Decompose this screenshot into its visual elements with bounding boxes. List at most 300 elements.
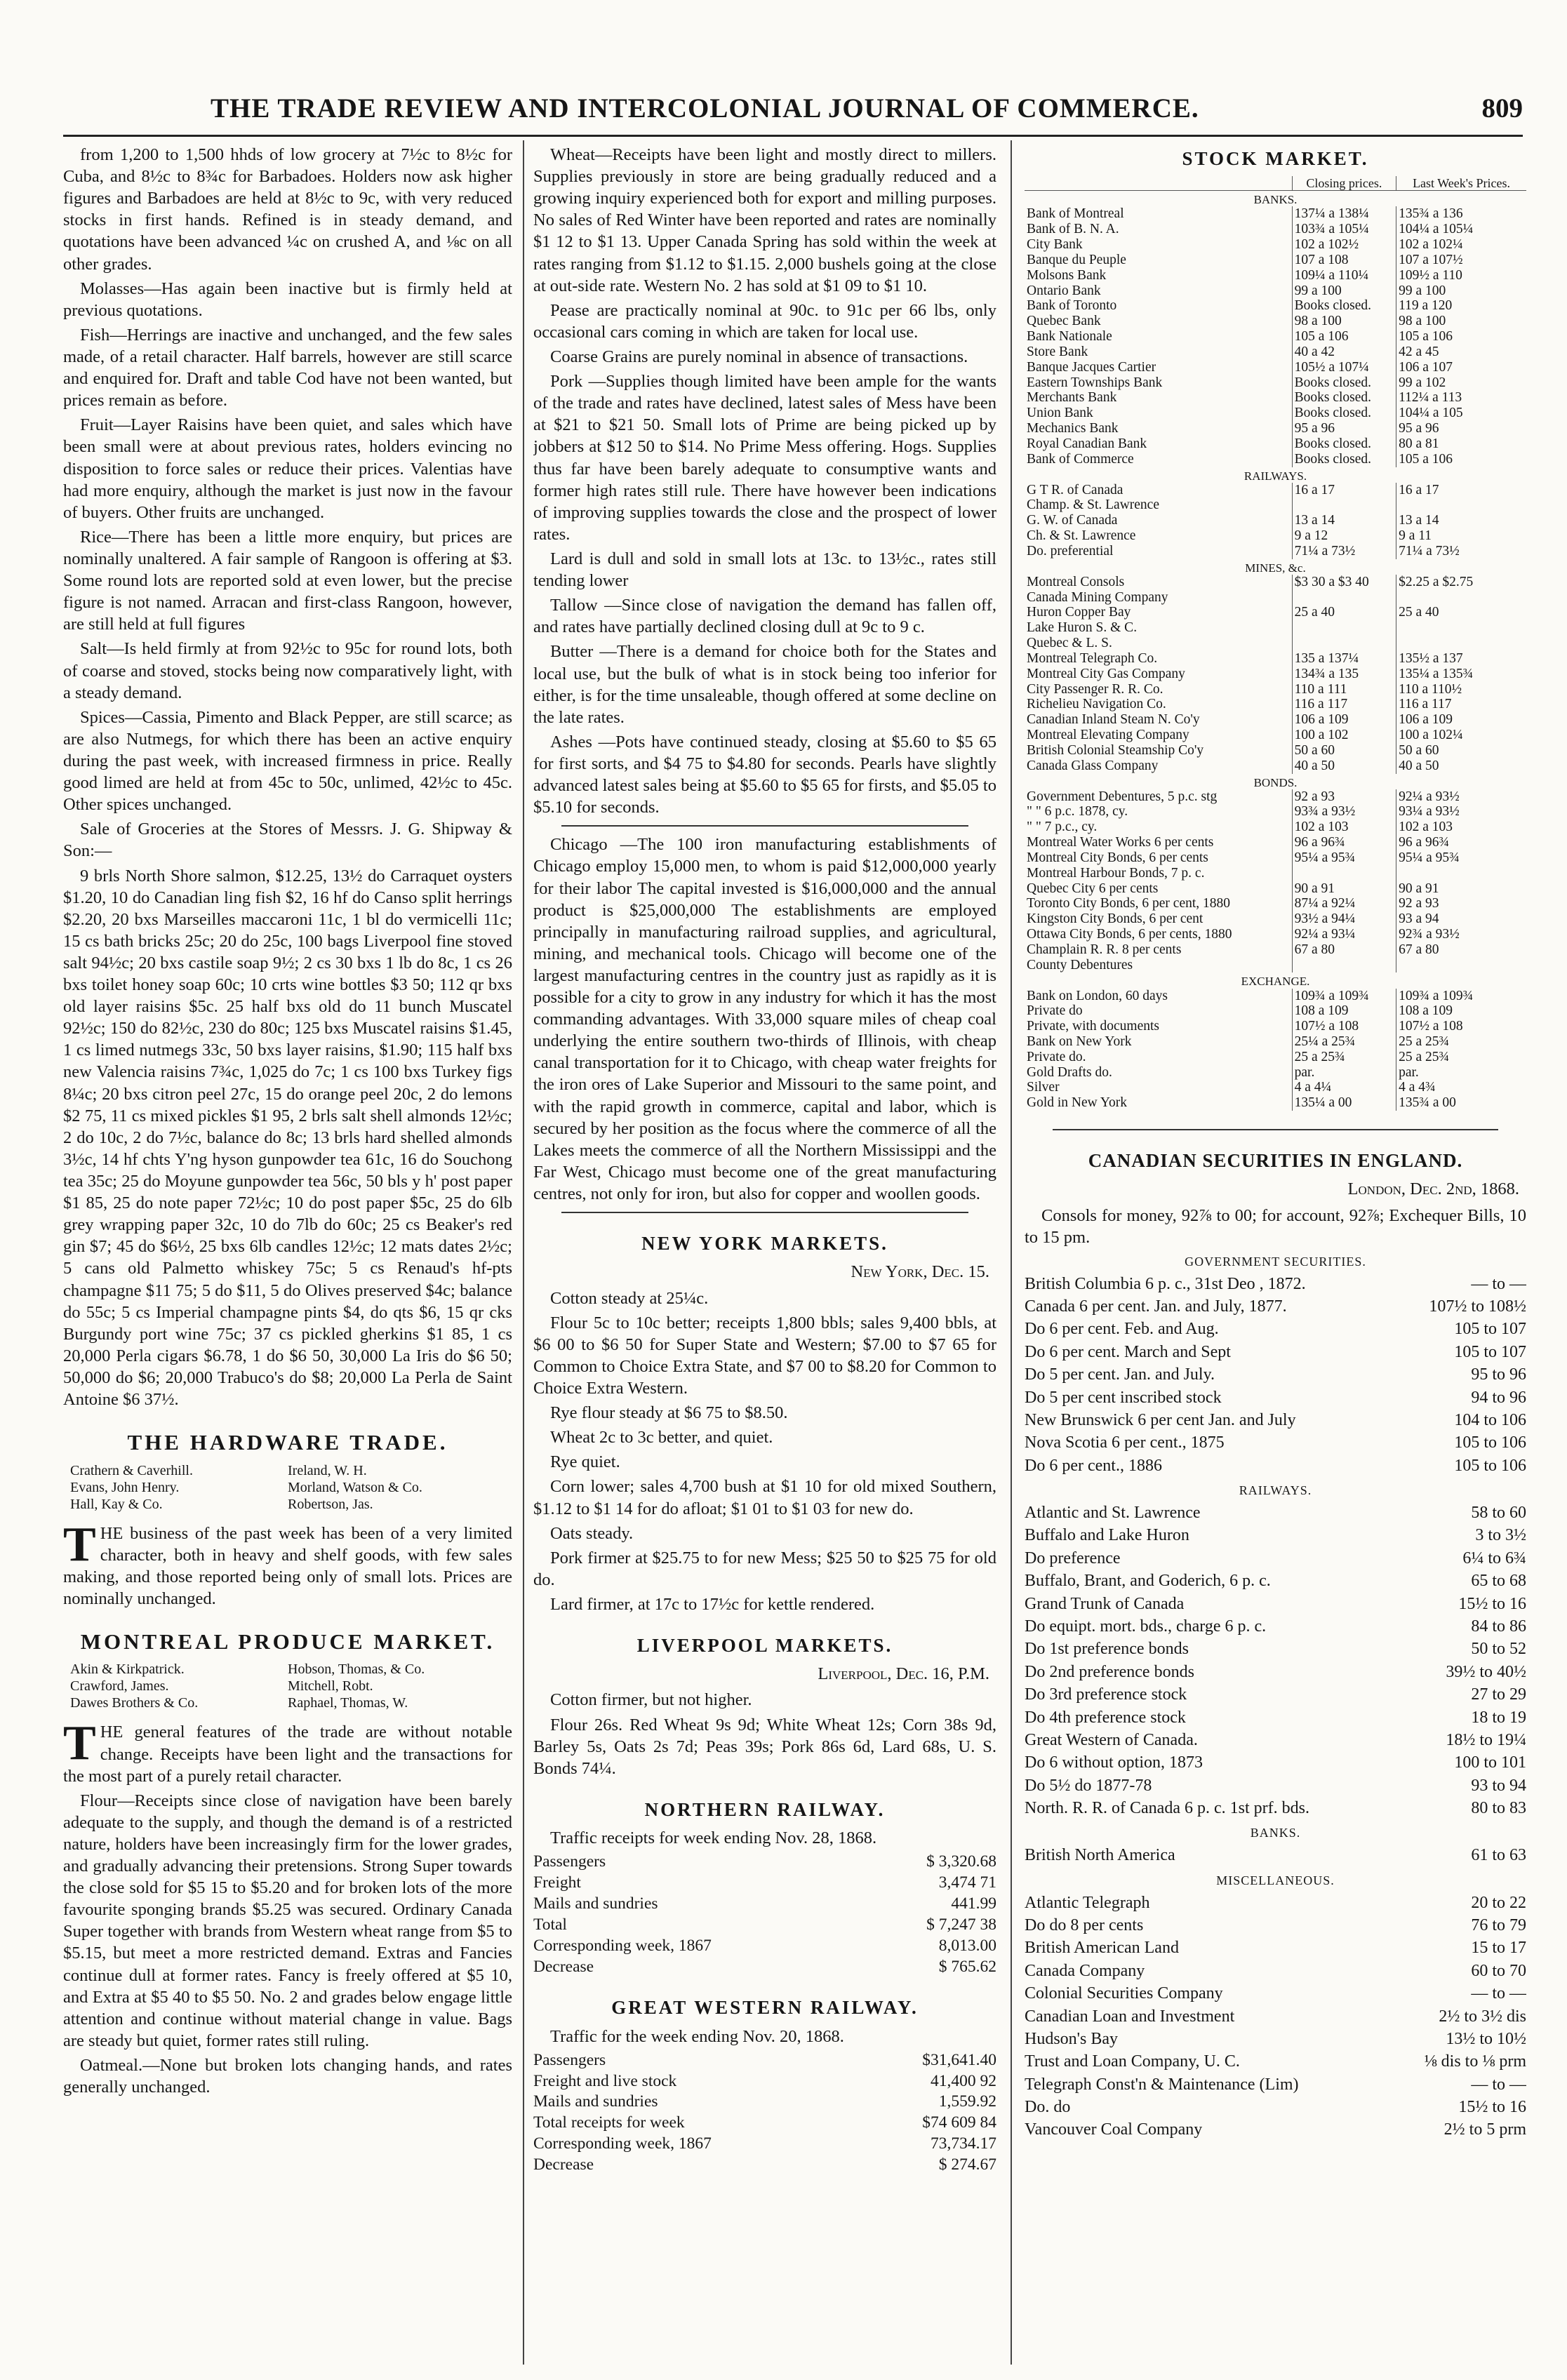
stock-cell xyxy=(1292,497,1396,513)
stock-group-name: RAILWAYS. xyxy=(1243,469,1307,483)
column-1 xyxy=(63,144,512,2361)
security-row xyxy=(1025,1295,1526,1318)
stock-cell: 109¾ a 109¾ xyxy=(1396,989,1526,1004)
stock-cell: 92¼ a 93¼ xyxy=(1292,927,1396,942)
security-row xyxy=(1025,1273,1526,1295)
great-western-table xyxy=(533,2050,996,2176)
security-name: Vancouver Coal Company xyxy=(1025,2120,1203,2139)
securities-dateline: London, Dec. 2nd, 1868. xyxy=(1347,1179,1519,1199)
stock-cell: 92 a 93 xyxy=(1292,789,1396,805)
stock-row xyxy=(1025,804,1526,820)
column-3 xyxy=(1025,144,1526,2361)
security-price: 3 to 3½ xyxy=(1475,1526,1526,1545)
traffic-row xyxy=(533,1936,996,1957)
names-left xyxy=(70,1661,288,1711)
great-western-intro: Traffic for the week ending Nov. 20, 1868. xyxy=(550,2026,844,2046)
security-price: 105 to 107 xyxy=(1454,1320,1526,1339)
stock-cell: Ch. & St. Lawrence xyxy=(1027,528,1136,544)
security-name: Grand Trunk of Canada xyxy=(1025,1594,1185,1613)
stock-cell: Bank on New York xyxy=(1027,1034,1132,1049)
stock-row xyxy=(1025,651,1526,667)
stock-cell: 25 a 25¾ xyxy=(1396,1050,1526,1065)
traffic-label: Total xyxy=(533,1915,567,1934)
stock-cell: 95¼ a 95¾ xyxy=(1396,850,1526,866)
stock-cell xyxy=(1292,590,1396,606)
firm-name: Hall, Kay & Co. xyxy=(70,1496,163,1512)
hardware-names xyxy=(70,1462,505,1513)
names-left xyxy=(70,1462,288,1513)
traffic-row xyxy=(533,1852,996,1873)
market-paragraph: Cotton steady at 25¼c. xyxy=(550,1288,709,1308)
security-row xyxy=(1025,1318,1526,1340)
stock-row xyxy=(1025,758,1526,774)
security-row xyxy=(1025,1844,1526,1866)
security-name: Great Western of Canada. xyxy=(1025,1730,1198,1749)
stock-cell: 102 a 102½ xyxy=(1292,237,1396,253)
stock-cell xyxy=(1292,636,1396,651)
security-name: Atlantic Telegraph xyxy=(1025,1893,1150,1912)
stock-cell: Books closed. xyxy=(1292,406,1396,421)
security-name: Do do 8 per cents xyxy=(1025,1916,1144,1934)
security-row xyxy=(1025,1386,1526,1409)
stock-row xyxy=(1025,575,1526,590)
traffic-row xyxy=(533,1894,996,1915)
stock-cell: Champlain R. R. 8 per cents xyxy=(1027,942,1182,957)
stock-row xyxy=(1025,1080,1526,1095)
market-paragraph: Wheat—Receipts have been light and mostly direct to millers. Supplies previously in store are being gradually reduced and a growing inquiry experienced both for export and milling purposes. No sales of Red Winter have been reported and rates are nominally $1 12 to $1 13. Upper Canada Spring has sold within the week at rates ranging from $1.12 to $1.15. 2,000 bushels going at the close at out-side rate. Western No. 2 has sold at $1 09 to $1 10. xyxy=(533,145,996,295)
security-row xyxy=(1025,1706,1526,1729)
security-row xyxy=(1025,1502,1526,1524)
stock-cell: 99 a 100 xyxy=(1396,283,1526,299)
stock-row xyxy=(1025,712,1526,728)
security-row xyxy=(1025,1982,1526,2005)
stock-row xyxy=(1025,590,1526,606)
stock-group-row xyxy=(1025,559,1526,575)
security-row xyxy=(1025,1570,1526,1592)
stock-row xyxy=(1025,605,1526,620)
security-price: 18 to 19 xyxy=(1471,1708,1526,1727)
stock-row xyxy=(1025,375,1526,391)
stock-cell: 95 a 96 xyxy=(1396,421,1526,436)
security-price: 15 to 17 xyxy=(1471,1939,1526,1958)
security-price: 27 to 29 xyxy=(1471,1685,1526,1704)
security-name: Do 1st preference bonds xyxy=(1025,1640,1189,1659)
security-row xyxy=(1025,1960,1526,1982)
stock-cell: Canadian Inland Steam N. Co'y xyxy=(1027,712,1200,728)
security-name: North. R. R. of Canada 6 p. c. 1st prf. bds. xyxy=(1025,1799,1309,1818)
market-paragraph: Wheat 2c to 3c better, and quiet. xyxy=(550,1428,773,1448)
market-paragraph: from 1,200 to 1,500 hhds of low grocery at 7½c to 8½c for Cuba, and 8½c to 8¾c for Barbadoes. Holders now ask higher figures and Barbadoes are held at 8½c to 9c, with very reduced stocks in first hands. Refined is in steady demand, and quotations have been advanced ¼c on crushed A, and ⅛c on all other grades. xyxy=(63,145,512,274)
stock-cell: 87¼ a 92¼ xyxy=(1292,896,1396,911)
market-paragraph: Ashes —Pots have continued steady, closing at $5.60 to $5 65 for first sorts, and $4 75 to $4.80 for seconds. Pearls have slightly advanced latest sales being at $5.60 to $5 65 for firsts, and $5.05 to $5.10 for seconds. xyxy=(533,732,996,817)
security-price: 105 to 106 xyxy=(1454,1456,1526,1475)
stock-row xyxy=(1025,1034,1526,1050)
traffic-row xyxy=(533,2155,996,2176)
traffic-value: $ 274.67 xyxy=(938,2155,996,2174)
firm-name: Robertson, Jas. xyxy=(288,1496,373,1512)
market-paragraph: Rice—There has been a little more enquiry, but prices are nominally unaltered. A fair sample of Rangoon is offering at $3. Some round lots are reported sold at even lower, but the precise figure is not named. Arracan and first-class Rangoon, however, are still held at full figures xyxy=(63,527,512,634)
stock-cell: 104¼ a 105 xyxy=(1396,406,1526,421)
securities-title: CANADIAN SECURITIES IN ENGLAND. xyxy=(1088,1150,1463,1172)
firm-name: Crawford, James. xyxy=(70,1678,169,1694)
traffic-row xyxy=(533,2071,996,2092)
stock-cell: Silver xyxy=(1027,1080,1060,1095)
market-paragraph: Oatmeal.—None but broken lots changing hands, and rates generally unchanged. xyxy=(63,2056,512,2097)
stock-header-cell xyxy=(1025,176,1292,191)
traffic-value: 73,734.17 xyxy=(931,2134,996,2153)
market-paragraph: Butter —There is a demand for choice both for the States and local use, but the bulk of what is in stock being too inferior for either, is for the time unsaleable, though offered at some decline on the late rates. xyxy=(533,642,996,727)
stock-cell: Private, with documents xyxy=(1027,1019,1160,1034)
stock-row xyxy=(1025,452,1526,467)
security-row xyxy=(1025,1797,1526,1819)
security-price: 13½ to 10½ xyxy=(1446,2029,1526,2048)
market-paragraph: Lard is dull and sold in small lots at 13c. to 13½c., rates still tending lower xyxy=(533,549,996,591)
stock-row xyxy=(1025,743,1526,758)
stock-cell: 13 a 14 xyxy=(1396,513,1526,528)
stock-cell: 102 a 103 xyxy=(1292,820,1396,835)
hardware-body: HE business of the past week has been of a very limited character, both in heavy and shelf goods, with few sales making, and those reported being only of small lots. Prices are nominally unchanged. xyxy=(63,1523,512,1608)
stock-cell: 116 a 117 xyxy=(1292,697,1396,712)
great-western-title: GREAT WESTERN RAILWAY. xyxy=(611,1997,919,2019)
stock-row xyxy=(1025,390,1526,406)
produce-continued xyxy=(533,144,996,818)
traffic-value: 8,013.00 xyxy=(938,1936,996,1955)
traffic-label: Total receipts for week xyxy=(533,2113,685,2132)
market-paragraph: Rye quiet. xyxy=(550,1452,620,1472)
stock-cell: 102 a 103 xyxy=(1396,820,1526,835)
stock-cell: Bank of B. N. A. xyxy=(1027,222,1119,237)
security-row xyxy=(1025,1638,1526,1660)
stock-cell: 110 a 111 xyxy=(1292,682,1396,697)
stock-cell xyxy=(1292,620,1396,636)
stock-row xyxy=(1025,1003,1526,1019)
traffic-value: 41,400 92 xyxy=(931,2071,996,2090)
firm-name: Ireland, W. H. xyxy=(288,1462,367,1478)
stock-table-body xyxy=(1025,191,1526,1111)
traffic-value: $ 3,320.68 xyxy=(926,1852,996,1871)
stock-row xyxy=(1025,820,1526,835)
stock-cell: 40 a 50 xyxy=(1396,758,1526,774)
security-name: Do. do xyxy=(1025,2098,1071,2117)
stock-group-name: BONDS. xyxy=(1253,775,1298,789)
stock-cell: Quebec City 6 per cents xyxy=(1027,881,1159,896)
stock-cell: Montreal Elevating Company xyxy=(1027,728,1189,743)
stock-cell: 116 a 117 xyxy=(1396,697,1526,712)
stock-cell: 92¾ a 93½ xyxy=(1396,927,1526,942)
securities-list xyxy=(1025,1254,1526,2141)
stock-cell: 100 a 102 xyxy=(1292,728,1396,743)
traffic-row xyxy=(533,2050,996,2071)
produce-body: HE general features of the trade are without notable change. Receipts have been light and the transactions for the most part of a purely retail character. xyxy=(63,1723,512,1786)
stock-cell: 93¾ a 93½ xyxy=(1292,804,1396,820)
column-2 xyxy=(533,144,996,2361)
stock-cell xyxy=(1396,497,1526,513)
security-name: Telegraph Const'n & Maintenance (Lim) xyxy=(1025,2075,1299,2094)
liverpool-title: LIVERPOOL MARKETS. xyxy=(636,1635,893,1657)
stock-cell: Kingston City Bonds, 6 per cent xyxy=(1027,911,1203,927)
traffic-label: Corresponding week, 1867 xyxy=(533,1936,712,1955)
traffic-value: $74 609 84 xyxy=(922,2113,996,2132)
produce-paragraphs xyxy=(63,1790,512,2099)
security-price: 2½ to 3½ dis xyxy=(1439,2007,1526,2026)
grocery-report xyxy=(63,144,512,1410)
stock-cell: 119 a 120 xyxy=(1396,298,1526,314)
security-name: Do equipt. mort. bds., charge 6 p. c. xyxy=(1025,1617,1267,1636)
market-paragraph: Fruit—Layer Raisins have been quiet, and sales which have been small were at about previous rates, holders evincing no disposition to force sales or reduce their prices. Valentias have had more enquiry, although the market is just now in the favour of buyers. Other fruits are unchanged. xyxy=(63,415,512,522)
stock-cell xyxy=(1292,866,1396,881)
stock-cell: 135¼ a 135¾ xyxy=(1396,667,1526,682)
security-name: Do 2nd preference bonds xyxy=(1025,1662,1194,1681)
market-paragraph: Lard firmer, at 17c to 17½c for kettle rendered. xyxy=(550,1594,875,1614)
stock-cell: 13 a 14 xyxy=(1292,513,1396,528)
security-row xyxy=(1025,1774,1526,1797)
stock-cell: 96 a 96¾ xyxy=(1292,835,1396,850)
firm-name: Evans, John Henry. xyxy=(70,1479,180,1495)
security-name: British Columbia 6 p. c., 31st Deo , 1872. xyxy=(1025,1274,1306,1293)
liverpool-dateline: Liverpool, Dec. 16, P.M. xyxy=(818,1664,989,1684)
stock-cell: 107 a 108 xyxy=(1292,253,1396,268)
stock-cell: 109¼ a 110¼ xyxy=(1292,268,1396,283)
chicago-article: Chicago —The 100 iron manufacturing establishments of Chicago employ 15,000 men, to whom is paid $12,000,000 yearly for their labor The capital invested is $16,000,000 and the annual product is $25,000,000 The establishments are employed principally in manufacturing railroad supplies, and agricultural, mining, and mechanical tools. Chicago will become one of the largest manufacturing centres in the country just as rapidly as it is possible for a city to grow in any industry for which it has the most commanding advantages. With 33,000 square miles of cheap coal underlying the entire southern two-thirds of Illinois, with cheap canal transportation for it to Chicago, with cheap water freights for the iron ores of Lake Superior and Missouri to the same point, and with the rapid growth in commerce, capital and labor, which is secured by her position as the focus where the commerce of all the Lakes meets the commerce of all the Northern Mississippi and the Far West, Chicago must become one of the great manufacturing centres, not only for iron, but also for copper and woollen goods. xyxy=(533,835,996,1204)
securities-subhead: MISCELLANEOUS. xyxy=(1216,1873,1335,1887)
security-name: Do 3rd preference stock xyxy=(1025,1685,1187,1704)
stock-row xyxy=(1025,483,1526,498)
firm-name: Dawes Brothers & Co. xyxy=(70,1695,199,1711)
stock-row xyxy=(1025,789,1526,805)
firm-name: Raphael, Thomas, W. xyxy=(288,1695,408,1711)
security-name: Trust and Loan Company, U. C. xyxy=(1025,2052,1240,2071)
section-rule xyxy=(561,1212,968,1213)
stock-cell: 135¾ a 00 xyxy=(1396,1095,1526,1111)
stock-cell: Bank of Commerce xyxy=(1027,451,1134,467)
security-name: British American Land xyxy=(1025,1939,1179,1958)
firm-name: Morland, Watson & Co. xyxy=(288,1479,422,1495)
security-row xyxy=(1025,1937,1526,1959)
security-price: 18½ to 19¼ xyxy=(1446,1730,1526,1749)
stock-cell: 4 a 4¼ xyxy=(1292,1080,1396,1095)
stock-row xyxy=(1025,421,1526,436)
stock-cell: Union Bank xyxy=(1027,406,1093,421)
stock-row xyxy=(1025,911,1526,927)
security-row xyxy=(1025,1341,1526,1363)
traffic-row xyxy=(533,2092,996,2113)
stock-cell: 99 a 102 xyxy=(1396,375,1526,391)
stock-row xyxy=(1025,1065,1526,1081)
stock-cell: Bank on London, 60 days xyxy=(1027,988,1168,1003)
stock-cell: 105 a 106 xyxy=(1396,452,1526,467)
stock-row xyxy=(1025,206,1526,222)
security-row xyxy=(1025,2005,1526,2028)
stock-group-row xyxy=(1025,467,1526,483)
traffic-label: Freight and live stock xyxy=(533,2071,677,2090)
stock-cell: Private do xyxy=(1027,1003,1083,1019)
security-price: 94 to 96 xyxy=(1471,1388,1526,1407)
stock-cell: Gold Drafts do. xyxy=(1027,1064,1112,1080)
stock-cell xyxy=(1396,958,1526,973)
stock-row xyxy=(1025,513,1526,528)
stock-cell: 105 a 106 xyxy=(1396,329,1526,345)
stock-cell: Montreal Harbour Bonds, 7 p. c. xyxy=(1027,865,1205,881)
traffic-row xyxy=(533,1957,996,1978)
security-row xyxy=(1025,1409,1526,1431)
traffic-row xyxy=(533,1915,996,1936)
stock-cell: 109¾ a 109¾ xyxy=(1292,989,1396,1004)
stock-row xyxy=(1025,497,1526,513)
security-name: Colonial Securities Company xyxy=(1025,1984,1223,2003)
stock-cell: Champ. & St. Lawrence xyxy=(1027,497,1159,513)
stock-cell: Books closed. xyxy=(1292,375,1396,391)
northern-railway-title: NORTHERN RAILWAY. xyxy=(644,1798,886,1820)
stock-cell: 104¼ a 105¼ xyxy=(1396,222,1526,237)
market-paragraph: 9 brls North Shore salmon, $12.25, 13½ do Carraquet oysters $1.20, 10 do Canadian ling fish $2, 16 hf do Canso split herrings $2.20, 20 bxs Marseilles maccaroni 11c, 1 bl do vermicelli 11c; 15 cs bath bricks 25c; 20 do 25c, 100 bags Liverpool fine stoved salt 94½c; 20 bxs castile soap 9½; 2 cs 30 bxs 1 lb do 8c, 1 cs 26 bxs toilet honey soap 60c; 10 crts wine bottles $3 50; 112 qr bxs old layer raisins $5c. 25 half bxs old do 11 bunch Muscatel 92½c; 150 do 82½c, 230 do 80c; 125 bxs Muscatel raisins $1.45, 1 cs limed nutmegs 33c, 50 bxs layer raisins, $1.90; 115 half bxs new Valencia raisins 7¾c, 1,025 do 7c; 1 cs 100 bxs Turkey figs 8¼c; 20 bxs citron peel 27c, 15 do orange peel 20c, 2 do lemons $2 75, 11 cs mixed pickles $1 95, 2 brls salt shell almonds 12½c; 2 do 10c, 2 do 7½c, balance do 8c; 13 brls hard shelled almonds 3½c, 14 hf chts Y'ng hyson gunpowder tea 61c, 16 do Souchong tea 35c; 25 do Moyune gunpowder tea 56c, 50 bls y h' post paper $1 85, 25 do note paper 72½c; 10 do post paper $5c, 25 do 6lb grey wrapping paper 32c, 10 do 7lb do 60c; 25 cs Beaker's red gin $7; 45 do $6½, 25 bxs 6lb candles 12½c; 12 mats dates 2½c; 5 cans old Palmetto whiskey 75c; 5 cs Renaud's hf-pts champagne $11 75; 5 do $11, 5 do Olives preserved $4c; balance do 55c; 5 cs Imperial champagne pints $4, do qts $6, 15 qr cks Burgundy port wine 75c; 37 cs pickled gherkins $1 85, 1 cs 20,000 Perla cigars $6.78, 1 do $6 50, 30,000 La Iris do $6 50; 50,000 do $6; 20,000 Trabuco's do $8; 20,000 La Perla de Saint Antoine $6 37½. xyxy=(63,866,512,1410)
stock-cell: 103¾ a 105¼ xyxy=(1292,222,1396,237)
stock-cell: Lake Huron S. & C. xyxy=(1027,620,1138,636)
securities-subhead: RAILWAYS. xyxy=(1239,1483,1312,1498)
stock-cell: Government Debentures, 5 p.c. stg xyxy=(1027,789,1218,804)
stock-cell: 67 a 80 xyxy=(1396,942,1526,958)
stock-row xyxy=(1025,682,1526,697)
stock-row xyxy=(1025,850,1526,866)
security-row xyxy=(1025,2050,1526,2073)
stock-cell: 40 a 50 xyxy=(1292,758,1396,774)
stock-row xyxy=(1025,268,1526,283)
security-name: Do 5 per cent. Jan. and July. xyxy=(1025,1365,1215,1384)
security-price: — to — xyxy=(1471,2075,1526,2094)
stock-cell: 42 a 45 xyxy=(1396,345,1526,360)
stock-row xyxy=(1025,436,1526,452)
security-price: 105 to 106 xyxy=(1454,1433,1526,1452)
market-paragraph: Tallow —Since close of navigation the demand has fallen off, and rates have partially declined closing dull at 9c to 9 c. xyxy=(533,596,996,637)
security-price: 76 to 79 xyxy=(1471,1916,1526,1934)
stock-cell: $2.25 a $2.75 xyxy=(1396,575,1526,590)
stock-row xyxy=(1025,881,1526,897)
security-price: 20 to 22 xyxy=(1471,1893,1526,1912)
security-price: 100 to 101 xyxy=(1454,1753,1526,1772)
page-title: THE TRADE REVIEW AND INTERCOLONIAL JOURNAL OF COMMERCE. xyxy=(211,93,1199,123)
stock-cell: 40 a 42 xyxy=(1292,345,1396,360)
stock-cell: 9 a 11 xyxy=(1396,528,1526,544)
header-rule xyxy=(63,135,1523,137)
security-price: 61 to 63 xyxy=(1471,1846,1526,1865)
security-row xyxy=(1025,1683,1526,1706)
stock-market-title: STOCK MARKET. xyxy=(1182,148,1369,169)
market-paragraph: Molasses—Has again been inactive but is firmly held at previous quotations. xyxy=(63,279,512,320)
stock-cell: Merchants Bank xyxy=(1027,390,1117,406)
stock-cell: Quebec & L. S. xyxy=(1027,636,1112,651)
stock-cell: Store Bank xyxy=(1027,344,1088,359)
security-name: Do 6 per cent. Feb. and Aug. xyxy=(1025,1320,1219,1339)
security-row xyxy=(1025,1363,1526,1386)
stock-cell: 96 a 96¾ xyxy=(1396,835,1526,850)
stock-row xyxy=(1025,942,1526,958)
stock-cell: Montreal City Gas Company xyxy=(1027,666,1185,681)
stock-row xyxy=(1025,222,1526,237)
stock-cell: 98 a 100 xyxy=(1292,314,1396,329)
stock-row xyxy=(1025,314,1526,329)
stock-row xyxy=(1025,989,1526,1004)
traffic-label: Passengers xyxy=(533,2050,606,2069)
securities-subhead: BANKS. xyxy=(1250,1826,1301,1840)
traffic-label: Corresponding week, 1867 xyxy=(533,2134,712,2153)
security-price: 60 to 70 xyxy=(1471,1961,1526,1980)
stock-row xyxy=(1025,697,1526,712)
stock-row xyxy=(1025,406,1526,421)
stock-cell xyxy=(1292,958,1396,973)
market-paragraph: Cotton firmer, but not higher. xyxy=(550,1690,752,1710)
stock-group-row xyxy=(1025,191,1526,207)
stock-cell: par. xyxy=(1396,1065,1526,1081)
market-paragraph: Fish—Herrings are inactive and unchanged, and the few sales made, of a retail character. Half barrels, however are still scarce and enquired for. Draft and table Cod have not been wanted, but prices remain as before. xyxy=(63,325,512,410)
security-row xyxy=(1025,1524,1526,1546)
firm-name: Akin & Kirkpatrick. xyxy=(70,1662,185,1678)
stock-cell: 107½ a 108 xyxy=(1292,1019,1396,1034)
stock-cell: Canada Mining Company xyxy=(1027,589,1168,605)
stock-cell: par. xyxy=(1292,1065,1396,1081)
security-row xyxy=(1025,1431,1526,1454)
firm-name: Hobson, Thomas, & Co. xyxy=(288,1662,425,1678)
new-york-report xyxy=(533,1288,996,1616)
market-paragraph: Pease are practically nominal at 90c. to 91c per 66 lbs, only occasional cars coming in which are taken for local use. xyxy=(533,300,996,342)
stock-group-row xyxy=(1025,972,1526,988)
stock-cell xyxy=(1396,636,1526,651)
traffic-value: 3,474 71 xyxy=(938,1873,996,1892)
traffic-label: Mails and sundries xyxy=(533,2092,658,2111)
stock-cell: 80 a 81 xyxy=(1396,436,1526,452)
firm-name: Mitchell, Robt. xyxy=(288,1678,373,1694)
security-price: 15½ to 16 xyxy=(1458,1594,1526,1613)
produce-names xyxy=(70,1661,505,1711)
stock-row xyxy=(1025,1095,1526,1111)
stock-cell: Royal Canadian Bank xyxy=(1027,436,1147,451)
stock-cell: Toronto City Bonds, 6 per cent, 1880 xyxy=(1027,896,1231,911)
security-name: Nova Scotia 6 per cent., 1875 xyxy=(1025,1433,1225,1452)
security-price: 65 to 68 xyxy=(1471,1572,1526,1591)
stock-cell: 92 a 93 xyxy=(1396,896,1526,911)
column-rule xyxy=(523,140,524,2365)
security-price: 39½ to 40½ xyxy=(1446,1662,1526,1681)
stock-row xyxy=(1025,728,1526,743)
security-price: 107½ to 108½ xyxy=(1429,1297,1526,1316)
stock-cell: 106 a 109 xyxy=(1292,712,1396,728)
stock-row xyxy=(1025,927,1526,942)
stock-cell: Books closed. xyxy=(1292,298,1396,314)
stock-row xyxy=(1025,896,1526,911)
stock-cell: 137¼ a 138¼ xyxy=(1292,206,1396,222)
traffic-value: $ 7,247 38 xyxy=(926,1915,996,1934)
security-price: 15½ to 16 xyxy=(1458,2098,1526,2117)
stock-cell: Mechanics Bank xyxy=(1027,421,1119,436)
drop-cap: T xyxy=(63,1716,96,1771)
stock-group-row xyxy=(1025,774,1526,789)
stock-cell: Books closed. xyxy=(1292,390,1396,406)
stock-cell: 50 a 60 xyxy=(1396,743,1526,758)
stock-row xyxy=(1025,253,1526,268)
stock-cell: Bank of Toronto xyxy=(1027,298,1117,314)
stock-cell: Richelieu Navigation Co. xyxy=(1027,697,1166,712)
drop-cap: T xyxy=(63,1517,96,1572)
securities-subhead: GOVERNMENT SECURITIES. xyxy=(1185,1254,1366,1269)
market-paragraph: Corn lower; sales 4,700 bush at $1 10 for old mixed Southern, $1.12 to $1 14 for do afloat; $1 01 to $1 03 for new do. xyxy=(533,1477,996,1518)
stock-cell: Quebec Bank xyxy=(1027,314,1101,329)
security-row xyxy=(1025,1914,1526,1937)
security-name: Do 4th preference stock xyxy=(1025,1708,1186,1727)
stock-table xyxy=(1025,176,1526,1111)
stock-cell: 25 a 40 xyxy=(1292,605,1396,620)
traffic-value: $ 765.62 xyxy=(938,1957,996,1976)
stock-cell: 16 a 17 xyxy=(1396,483,1526,498)
stock-row xyxy=(1025,345,1526,360)
traffic-row xyxy=(533,2134,996,2155)
